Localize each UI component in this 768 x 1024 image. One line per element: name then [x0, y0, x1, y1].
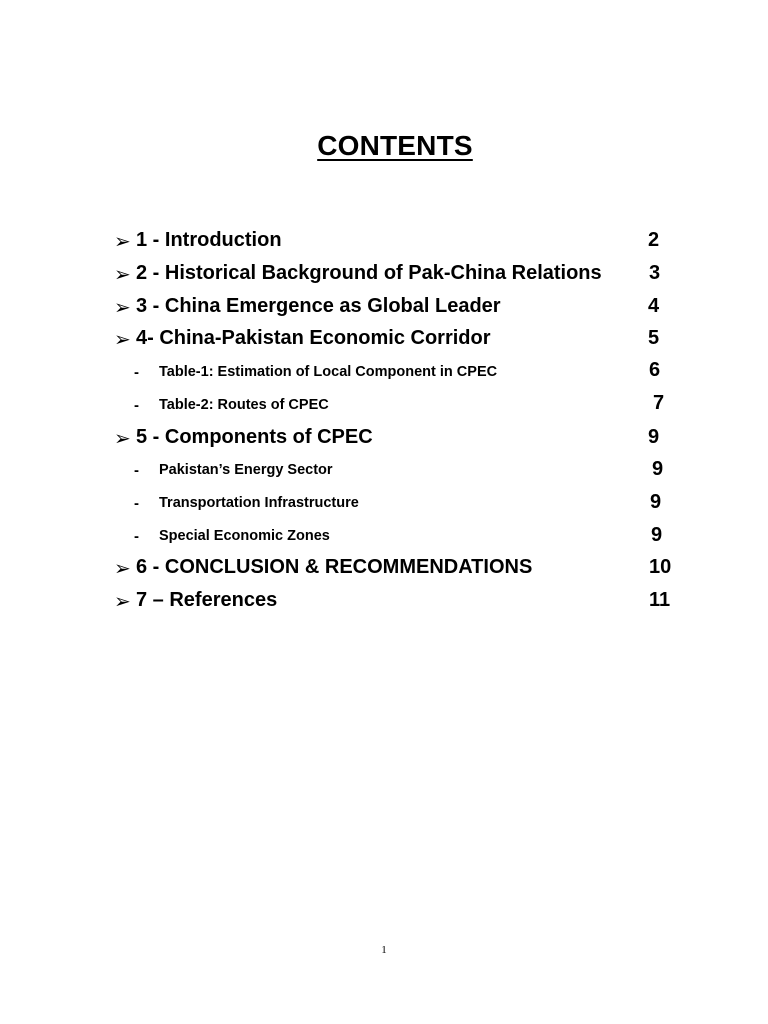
toc-subentry-page: 6 — [649, 359, 661, 381]
arrow-bullet-icon: ➢ — [114, 231, 131, 253]
dash-bullet: - — [134, 397, 139, 414]
toc-entry-page: 10 — [649, 556, 672, 578]
toc-entry-label: 1 - Introduction — [136, 229, 282, 251]
toc-entry-label: 7 – References — [136, 589, 278, 611]
toc-subentry-label: Special Economic Zones — [159, 528, 330, 544]
toc-entry-page: 5 — [648, 327, 660, 349]
dash-bullet: - — [134, 364, 139, 381]
toc-entry-label: 5 - Components of CPEC — [136, 426, 373, 448]
dash-bullet: - — [134, 462, 139, 479]
dash-bullet: - — [134, 528, 139, 545]
toc-subentry-page: 9 — [650, 491, 662, 513]
contents-title: CONTENTS — [317, 130, 473, 161]
footer-page-number: 1 — [381, 944, 387, 956]
dash-bullet: - — [134, 495, 139, 512]
arrow-bullet-icon: ➢ — [114, 329, 131, 351]
toc-subentry-label: Table-1: Estimation of Local Component in CPEC — [159, 364, 498, 380]
toc-entry-label: 6 - CONCLUSION & RECOMMENDATIONS — [136, 556, 533, 578]
toc-entry-label: 4- China-Pakistan Economic Corridor — [136, 327, 491, 349]
toc-entry-page: 4 — [648, 295, 660, 317]
toc-entry-page: 11 — [649, 589, 671, 611]
toc-subentry-page: 9 — [652, 458, 664, 480]
arrow-bullet-icon: ➢ — [114, 297, 131, 319]
toc-subentry-label: Transportation Infrastructure — [159, 495, 359, 511]
arrow-bullet-icon: ➢ — [114, 264, 131, 286]
toc-subentry-page: 9 — [651, 524, 663, 546]
toc-subentry-label: Table-2: Routes of CPEC — [159, 397, 329, 413]
toc-subentry-label: Pakistan’s Energy Sector — [159, 462, 333, 478]
arrow-bullet-icon: ➢ — [114, 558, 131, 580]
toc-entry-page: 9 — [648, 426, 660, 448]
toc-subentry-page: 7 — [653, 392, 665, 414]
arrow-bullet-icon: ➢ — [114, 591, 131, 613]
toc-entry-label: 3 - China Emergence as Global Leader — [136, 295, 501, 317]
toc-entry-page: 2 — [648, 229, 660, 251]
arrow-bullet-icon: ➢ — [114, 428, 131, 450]
toc-entry-page: 3 — [649, 262, 661, 284]
toc-entry-label: 2 - Historical Background of Pak-China Relations — [136, 262, 602, 284]
